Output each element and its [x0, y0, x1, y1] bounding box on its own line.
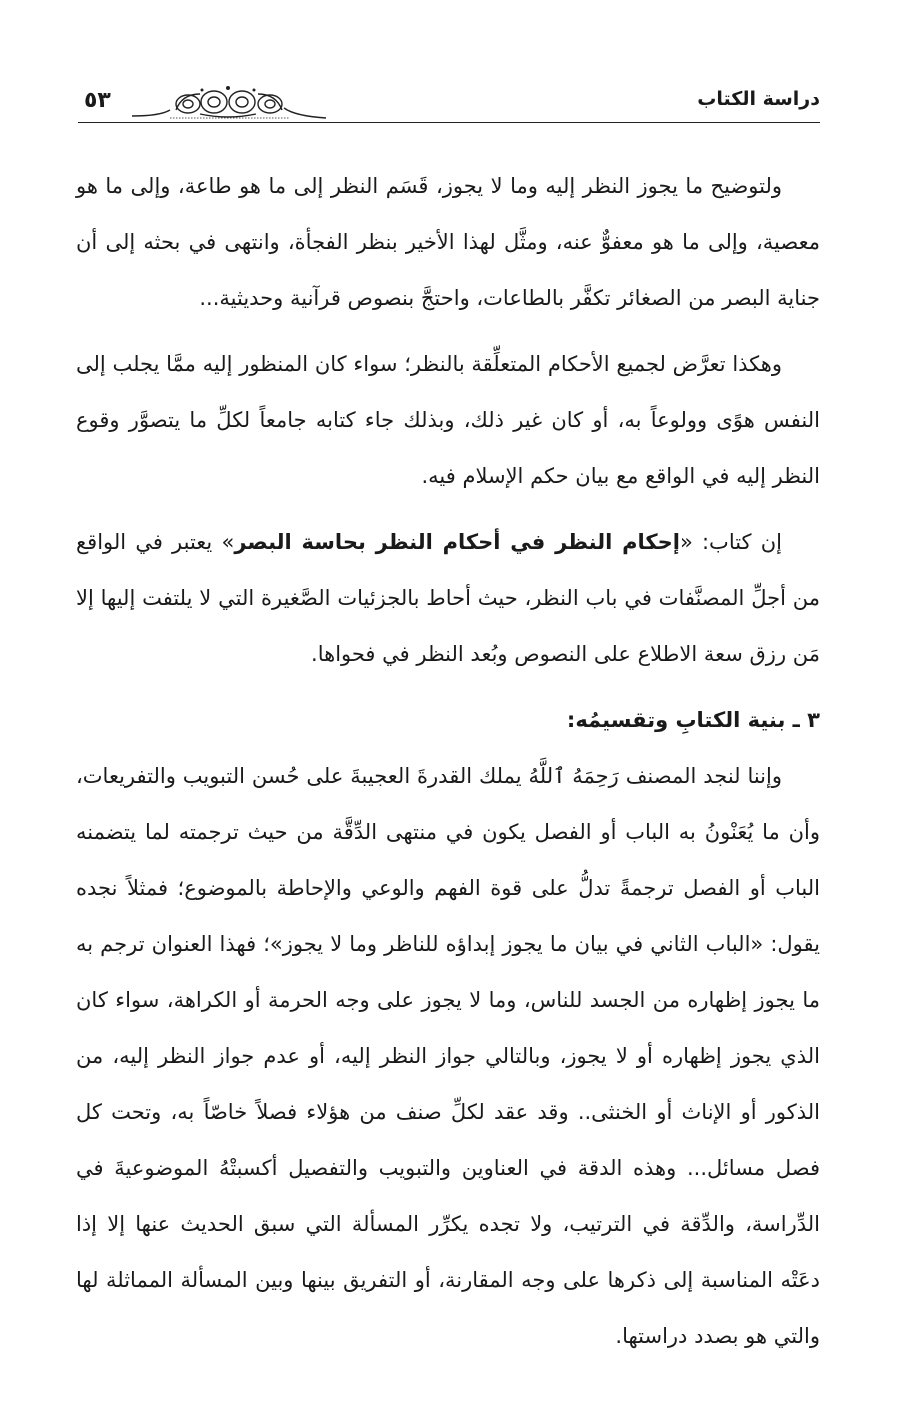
decorative-ornament-icon — [130, 80, 330, 120]
page-header — [78, 78, 820, 130]
section-heading: ٣ ـ بنية الكتابِ وتقسيمُه: — [566, 708, 820, 732]
paragraph-2: وهكذا تعرَّض لجميع الأحكام المتعلِّقة بالنظر؛ سواء كان المنظور إليه ممَّا يجلب إلى النفس هوًى وولوعاً به، أو كان غير ذلك، وبذلك جاء كتابه جامعاً لكلِّ ما يتصوَّر وقوع النظر إليه في الواقع مع بيان حكم الإسلام فيه. — [76, 352, 820, 488]
paragraph-1: ولتوضيح ما يجوز النظر إليه وما لا يجوز، قَسَم النظر إلى ما هو طاعة، وإلى ما هو معصية، وإلى ما هو معفوٌّ عنه، ومثَّل لهذا الأخير بنظر الفجأة، وانتهى في بحثه إلى أن جناية البصر من الصغائر تكفَّر بالطاعات، واحتجَّ بنصوص قرآنية وحديثية... — [76, 174, 820, 310]
paragraph-3-suffix: » يعتبر في الواقع من أجلِّ المصنَّفات في باب النظر، حيث أحاط بالجزئيات الصَّغيرة التي لا يلتفت إليها إلا مَن رزق سعة الاطلاع على النصوص وبُعد النظر في فحواها. — [76, 530, 820, 666]
paragraph-3 — [76, 514, 820, 682]
header-rule — [78, 122, 820, 123]
body-text — [76, 158, 820, 1364]
book-title: إحكام النظر في أحكام النظر بحاسة البصر — [234, 530, 680, 554]
running-head: دراسة الكتاب — [697, 88, 820, 110]
section-paragraph: وإننا لنجد المصنف رَحِمَهُ ٱللَّهُ يملك القدرةَ العجيبةَ على حُسن التبويب والتفريعات، وأن ما يُعَنْونُ به الباب أو الفصل يكون في منتهى الدِّقَّة من حيث ترجمته لما يتضمنه الباب أو الفصل ترجمةً تدلُّ على قوة الفهم والوعي والإحاطة بالموضوع؛ فمثلاً نجده يقول: «الباب الثاني في بيان ما يجوز إبداؤه للناظر وما لا يجوز»؛ فهذا العنوان ترجم به ما يجوز إظهاره من الجسد للناس، وما لا يجوز على وجه الحرمة أو الكراهة، سواء كان الذي يجوز إظهاره أو لا يجوز، وبالتالي جواز النظر إليه، أو عدم جواز النظر إليه، من الذكور أو الإناث أو الخنثى.. وقد عقد لكلِّ صنف من هؤلاء فصلاً خاصّاً به، وتحت كل فصل مسائل... وهذه الدقة في العناوين والتبويب والتفصيل أكسبتْهُ الموضوعيةَ في الدِّراسة، والدِّقة في الترتيب، ولا تجده يكرِّر المسألة التي سبق الحديث عنها إلا إذا دعَتْه المناسبة إلى ذكرها على وجه المقارنة، أو التفريق بينها وبين المسألة المماثلة لها والتي هو بصدد دراستها. — [76, 764, 820, 1348]
paragraph-3-prefix: إن كتاب: « — [679, 530, 782, 554]
page-number: ٥٣ — [84, 88, 111, 113]
